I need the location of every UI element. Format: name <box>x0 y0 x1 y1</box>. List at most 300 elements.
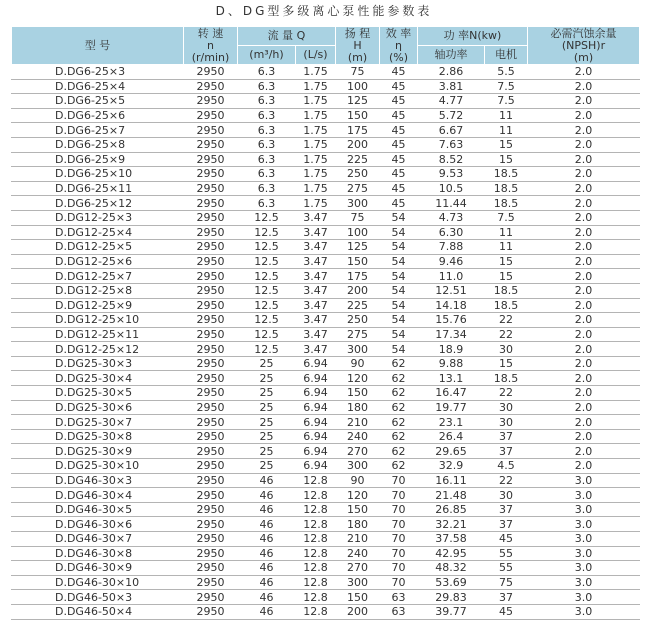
cell-speed: 2950 <box>184 123 238 138</box>
cell-motor-power: 37 <box>485 444 528 459</box>
cell-model: D.DG12-25×4 <box>12 225 184 240</box>
cell-npsh: 2.0 <box>528 108 640 123</box>
cell-flow-m3h: 6.3 <box>238 181 296 196</box>
cell-flow-m3h: 25 <box>238 429 296 444</box>
cell-shaft-power: 29.65 <box>418 444 485 459</box>
cell-motor-power: 18.5 <box>485 371 528 386</box>
cell-npsh: 2.0 <box>528 181 640 196</box>
table-row <box>12 590 640 605</box>
cell-flow-m3h: 12.5 <box>238 327 296 342</box>
cell-efficiency: 54 <box>380 240 418 255</box>
cell-motor-power: 18.5 <box>485 298 528 313</box>
cell-model: D.DG46-30×6 <box>12 517 184 532</box>
cell-flow-m3h: 46 <box>238 532 296 547</box>
cell-flow-m3h: 46 <box>238 488 296 503</box>
cell-flow-m3h: 25 <box>238 444 296 459</box>
cell-head: 300 <box>336 196 380 211</box>
cell-efficiency: 63 <box>380 590 418 605</box>
cell-motor-power: 22 <box>485 313 528 328</box>
cell-head: 270 <box>336 444 380 459</box>
cell-head: 90 <box>336 473 380 488</box>
cell-model: D.DG25-30×8 <box>12 429 184 444</box>
cell-efficiency: 54 <box>380 210 418 225</box>
cell-model: D.DG46-50×4 <box>12 604 184 619</box>
cell-npsh: 2.0 <box>528 313 640 328</box>
cell-flow-ls: 12.8 <box>296 590 336 605</box>
table-row <box>12 79 640 94</box>
table-row <box>12 94 640 109</box>
cell-speed: 2950 <box>184 210 238 225</box>
table-row <box>12 225 640 240</box>
cell-head: 200 <box>336 283 380 298</box>
cell-motor-power: 18.5 <box>485 167 528 182</box>
cell-efficiency: 62 <box>380 356 418 371</box>
cell-flow-ls: 6.94 <box>296 459 336 474</box>
cell-head: 225 <box>336 152 380 167</box>
cell-flow-ls: 12.8 <box>296 488 336 503</box>
cell-flow-m3h: 6.3 <box>238 137 296 152</box>
header-flow: 流 量 Q <box>238 27 336 46</box>
cell-speed: 2950 <box>184 473 238 488</box>
cell-flow-ls: 3.47 <box>296 254 336 269</box>
cell-head: 300 <box>336 575 380 590</box>
header-speed: 转 速 n (r/min) <box>184 27 238 65</box>
cell-shaft-power: 14.18 <box>418 298 485 313</box>
cell-efficiency: 62 <box>380 459 418 474</box>
cell-model: D.DG46-50×3 <box>12 590 184 605</box>
table-row <box>12 167 640 182</box>
cell-npsh: 2.0 <box>528 298 640 313</box>
cell-flow-ls: 1.75 <box>296 79 336 94</box>
cell-motor-power: 22 <box>485 473 528 488</box>
cell-flow-m3h: 12.5 <box>238 240 296 255</box>
cell-flow-ls: 3.47 <box>296 342 336 357</box>
cell-shaft-power: 9.53 <box>418 167 485 182</box>
cell-npsh: 2.0 <box>528 269 640 284</box>
cell-flow-ls: 12.8 <box>296 517 336 532</box>
cell-flow-m3h: 6.3 <box>238 94 296 109</box>
table-row <box>12 546 640 561</box>
cell-flow-ls: 1.75 <box>296 108 336 123</box>
cell-motor-power: 30 <box>485 415 528 430</box>
cell-motor-power: 22 <box>485 327 528 342</box>
cell-shaft-power: 16.47 <box>418 386 485 401</box>
cell-shaft-power: 4.77 <box>418 94 485 109</box>
cell-flow-m3h: 12.5 <box>238 210 296 225</box>
table-row <box>12 473 640 488</box>
cell-flow-m3h: 46 <box>238 502 296 517</box>
table-row <box>12 400 640 415</box>
cell-flow-m3h: 25 <box>238 371 296 386</box>
cell-flow-ls: 12.8 <box>296 604 336 619</box>
cell-efficiency: 45 <box>380 94 418 109</box>
table-row <box>12 429 640 444</box>
table-row <box>12 561 640 576</box>
cell-efficiency: 54 <box>380 342 418 357</box>
header-flow-m3h: (m³/h) <box>238 46 296 65</box>
cell-motor-power: 30 <box>485 488 528 503</box>
cell-efficiency: 70 <box>380 517 418 532</box>
cell-npsh: 2.0 <box>528 371 640 386</box>
cell-model: D.DG6-25×9 <box>12 152 184 167</box>
cell-flow-m3h: 46 <box>238 604 296 619</box>
cell-npsh: 3.0 <box>528 561 640 576</box>
cell-npsh: 3.0 <box>528 546 640 561</box>
cell-npsh: 2.0 <box>528 400 640 415</box>
cell-shaft-power: 21.48 <box>418 488 485 503</box>
cell-shaft-power: 6.30 <box>418 225 485 240</box>
cell-model: D.DG6-25×6 <box>12 108 184 123</box>
cell-head: 150 <box>336 386 380 401</box>
cell-npsh: 2.0 <box>528 123 640 138</box>
cell-shaft-power: 7.63 <box>418 137 485 152</box>
cell-head: 125 <box>336 240 380 255</box>
cell-head: 300 <box>336 342 380 357</box>
cell-flow-ls: 3.47 <box>296 283 336 298</box>
cell-flow-m3h: 12.5 <box>238 269 296 284</box>
cell-flow-ls: 12.8 <box>296 561 336 576</box>
cell-npsh: 3.0 <box>528 532 640 547</box>
cell-model: D.DG12-25×7 <box>12 269 184 284</box>
header-model: 型 号 <box>12 27 184 65</box>
cell-speed: 2950 <box>184 167 238 182</box>
cell-speed: 2950 <box>184 371 238 386</box>
cell-speed: 2950 <box>184 240 238 255</box>
cell-npsh: 2.0 <box>528 429 640 444</box>
cell-speed: 2950 <box>184 342 238 357</box>
table-row <box>12 108 640 123</box>
cell-flow-m3h: 12.5 <box>238 283 296 298</box>
cell-shaft-power: 13.1 <box>418 371 485 386</box>
cell-shaft-power: 29.83 <box>418 590 485 605</box>
table-body <box>12 65 640 620</box>
cell-head: 250 <box>336 167 380 182</box>
table-row <box>12 210 640 225</box>
table-row <box>12 459 640 474</box>
cell-flow-ls: 6.94 <box>296 400 336 415</box>
cell-flow-m3h: 46 <box>238 575 296 590</box>
cell-npsh: 2.0 <box>528 196 640 211</box>
table-row <box>12 342 640 357</box>
cell-flow-ls: 1.75 <box>296 65 336 80</box>
cell-head: 100 <box>336 79 380 94</box>
cell-speed: 2950 <box>184 283 238 298</box>
cell-motor-power: 15 <box>485 356 528 371</box>
cell-model: D.DG6-25×7 <box>12 123 184 138</box>
cell-flow-ls: 1.75 <box>296 181 336 196</box>
cell-motor-power: 18.5 <box>485 196 528 211</box>
cell-efficiency: 54 <box>380 298 418 313</box>
cell-model: D.DG25-30×5 <box>12 386 184 401</box>
cell-head: 120 <box>336 371 380 386</box>
cell-head: 210 <box>336 415 380 430</box>
cell-flow-ls: 1.75 <box>296 152 336 167</box>
cell-head: 180 <box>336 517 380 532</box>
cell-flow-m3h: 25 <box>238 386 296 401</box>
cell-flow-ls: 3.47 <box>296 313 336 328</box>
table-row <box>12 240 640 255</box>
cell-speed: 2950 <box>184 196 238 211</box>
cell-flow-m3h: 12.5 <box>238 342 296 357</box>
cell-flow-m3h: 25 <box>238 459 296 474</box>
cell-npsh: 3.0 <box>528 517 640 532</box>
cell-speed: 2950 <box>184 488 238 503</box>
cell-model: D.DG46-30×3 <box>12 473 184 488</box>
header-motor: 电机 <box>485 46 528 65</box>
cell-shaft-power: 26.85 <box>418 502 485 517</box>
cell-efficiency: 54 <box>380 225 418 240</box>
cell-speed: 2950 <box>184 94 238 109</box>
cell-motor-power: 15 <box>485 137 528 152</box>
table-row <box>12 152 640 167</box>
cell-efficiency: 54 <box>380 283 418 298</box>
cell-flow-m3h: 25 <box>238 356 296 371</box>
cell-flow-ls: 6.94 <box>296 356 336 371</box>
cell-efficiency: 45 <box>380 65 418 80</box>
cell-head: 275 <box>336 327 380 342</box>
cell-flow-m3h: 6.3 <box>238 108 296 123</box>
cell-head: 300 <box>336 459 380 474</box>
table-row <box>12 356 640 371</box>
cell-npsh: 2.0 <box>528 152 640 167</box>
table-row <box>12 269 640 284</box>
cell-shaft-power: 37.58 <box>418 532 485 547</box>
cell-efficiency: 70 <box>380 473 418 488</box>
cell-flow-ls: 12.8 <box>296 532 336 547</box>
cell-model: D.DG6-25×5 <box>12 94 184 109</box>
cell-speed: 2950 <box>184 327 238 342</box>
header-flow-ls: (L/s) <box>296 46 336 65</box>
cell-npsh: 2.0 <box>528 342 640 357</box>
cell-model: D.DG12-25×6 <box>12 254 184 269</box>
cell-head: 150 <box>336 108 380 123</box>
table-row <box>12 254 640 269</box>
cell-speed: 2950 <box>184 79 238 94</box>
cell-head: 100 <box>336 225 380 240</box>
cell-model: D.DG12-25×5 <box>12 240 184 255</box>
cell-motor-power: 37 <box>485 590 528 605</box>
cell-flow-ls: 6.94 <box>296 415 336 430</box>
cell-flow-ls: 1.75 <box>296 137 336 152</box>
table-row <box>12 65 640 80</box>
cell-speed: 2950 <box>184 604 238 619</box>
cell-npsh: 3.0 <box>528 502 640 517</box>
pump-performance-table <box>11 26 640 620</box>
cell-shaft-power: 9.46 <box>418 254 485 269</box>
cell-npsh: 3.0 <box>528 575 640 590</box>
cell-motor-power: 22 <box>485 386 528 401</box>
cell-head: 75 <box>336 65 380 80</box>
cell-efficiency: 54 <box>380 254 418 269</box>
cell-npsh: 3.0 <box>528 590 640 605</box>
cell-flow-ls: 12.8 <box>296 546 336 561</box>
cell-model: D.DG46-30×4 <box>12 488 184 503</box>
cell-model: D.DG46-30×8 <box>12 546 184 561</box>
cell-model: D.DG12-25×8 <box>12 283 184 298</box>
table-row <box>12 444 640 459</box>
cell-flow-ls: 3.47 <box>296 240 336 255</box>
cell-flow-m3h: 6.3 <box>238 79 296 94</box>
cell-shaft-power: 8.52 <box>418 152 485 167</box>
cell-flow-ls: 12.8 <box>296 473 336 488</box>
cell-efficiency: 45 <box>380 181 418 196</box>
cell-efficiency: 45 <box>380 79 418 94</box>
cell-head: 200 <box>336 604 380 619</box>
cell-motor-power: 7.5 <box>485 94 528 109</box>
cell-npsh: 2.0 <box>528 415 640 430</box>
cell-speed: 2950 <box>184 386 238 401</box>
cell-shaft-power: 48.32 <box>418 561 485 576</box>
cell-shaft-power: 15.76 <box>418 313 485 328</box>
cell-shaft-power: 53.69 <box>418 575 485 590</box>
cell-motor-power: 11 <box>485 108 528 123</box>
cell-head: 175 <box>336 269 380 284</box>
cell-model: D.DG12-25×3 <box>12 210 184 225</box>
cell-motor-power: 30 <box>485 342 528 357</box>
cell-speed: 2950 <box>184 415 238 430</box>
cell-shaft-power: 26.4 <box>418 429 485 444</box>
header-shaft-power: 轴功率 <box>418 46 485 65</box>
cell-motor-power: 11 <box>485 240 528 255</box>
cell-npsh: 2.0 <box>528 225 640 240</box>
cell-head: 180 <box>336 400 380 415</box>
header-head: 扬 程 H (m) <box>336 27 380 65</box>
cell-motor-power: 37 <box>485 429 528 444</box>
cell-motor-power: 18.5 <box>485 283 528 298</box>
cell-flow-m3h: 6.3 <box>238 167 296 182</box>
cell-efficiency: 70 <box>380 502 418 517</box>
cell-speed: 2950 <box>184 459 238 474</box>
cell-flow-ls: 1.75 <box>296 123 336 138</box>
cell-npsh: 2.0 <box>528 327 640 342</box>
cell-npsh: 2.0 <box>528 94 640 109</box>
cell-speed: 2950 <box>184 181 238 196</box>
cell-flow-m3h: 46 <box>238 546 296 561</box>
cell-efficiency: 70 <box>380 546 418 561</box>
cell-npsh: 2.0 <box>528 444 640 459</box>
cell-head: 200 <box>336 137 380 152</box>
cell-speed: 2950 <box>184 298 238 313</box>
cell-motor-power: 7.5 <box>485 79 528 94</box>
cell-flow-ls: 3.47 <box>296 210 336 225</box>
cell-model: D.DG25-30×6 <box>12 400 184 415</box>
cell-motor-power: 11 <box>485 225 528 240</box>
cell-speed: 2950 <box>184 254 238 269</box>
cell-model: D.DG46-30×5 <box>12 502 184 517</box>
cell-flow-m3h: 46 <box>238 517 296 532</box>
cell-head: 175 <box>336 123 380 138</box>
cell-shaft-power: 19.77 <box>418 400 485 415</box>
cell-npsh: 2.0 <box>528 356 640 371</box>
cell-efficiency: 70 <box>380 561 418 576</box>
cell-model: D.DG12-25×10 <box>12 313 184 328</box>
cell-model: D.DG25-30×4 <box>12 371 184 386</box>
cell-shaft-power: 4.73 <box>418 210 485 225</box>
cell-npsh: 3.0 <box>528 604 640 619</box>
cell-flow-m3h: 46 <box>238 590 296 605</box>
cell-speed: 2950 <box>184 546 238 561</box>
cell-model: D.DG25-30×3 <box>12 356 184 371</box>
cell-shaft-power: 12.51 <box>418 283 485 298</box>
cell-model: D.DG12-25×12 <box>12 342 184 357</box>
cell-npsh: 3.0 <box>528 473 640 488</box>
cell-flow-m3h: 6.3 <box>238 65 296 80</box>
cell-model: D.DG6-25×11 <box>12 181 184 196</box>
cell-npsh: 2.0 <box>528 386 640 401</box>
cell-efficiency: 70 <box>380 575 418 590</box>
cell-flow-ls: 6.94 <box>296 371 336 386</box>
cell-flow-m3h: 12.5 <box>238 298 296 313</box>
cell-motor-power: 15 <box>485 254 528 269</box>
cell-motor-power: 30 <box>485 400 528 415</box>
cell-flow-ls: 1.75 <box>296 94 336 109</box>
cell-model: D.DG6-25×10 <box>12 167 184 182</box>
cell-npsh: 2.0 <box>528 240 640 255</box>
cell-speed: 2950 <box>184 590 238 605</box>
cell-flow-m3h: 25 <box>238 415 296 430</box>
cell-head: 150 <box>336 502 380 517</box>
cell-motor-power: 37 <box>485 502 528 517</box>
cell-model: D.DG6-25×8 <box>12 137 184 152</box>
cell-shaft-power: 6.67 <box>418 123 485 138</box>
cell-npsh: 2.0 <box>528 283 640 298</box>
cell-efficiency: 45 <box>380 123 418 138</box>
header-power: 功 率N(kw) <box>418 27 528 46</box>
cell-head: 250 <box>336 313 380 328</box>
cell-shaft-power: 39.77 <box>418 604 485 619</box>
table-row <box>12 327 640 342</box>
cell-head: 225 <box>336 298 380 313</box>
cell-speed: 2950 <box>184 502 238 517</box>
table-row <box>12 517 640 532</box>
cell-model: D.DG46-30×10 <box>12 575 184 590</box>
cell-flow-ls: 3.47 <box>296 327 336 342</box>
cell-efficiency: 45 <box>380 108 418 123</box>
cell-npsh: 2.0 <box>528 254 640 269</box>
cell-shaft-power: 2.86 <box>418 65 485 80</box>
table-row <box>12 532 640 547</box>
cell-shaft-power: 18.9 <box>418 342 485 357</box>
cell-efficiency: 70 <box>380 488 418 503</box>
cell-head: 120 <box>336 488 380 503</box>
cell-motor-power: 15 <box>485 152 528 167</box>
cell-model: D.DG12-25×9 <box>12 298 184 313</box>
cell-flow-m3h: 46 <box>238 561 296 576</box>
cell-speed: 2950 <box>184 532 238 547</box>
cell-motor-power: 18.5 <box>485 181 528 196</box>
table-row <box>12 386 640 401</box>
cell-model: D.DG6-25×4 <box>12 79 184 94</box>
cell-model: D.DG25-30×9 <box>12 444 184 459</box>
cell-efficiency: 62 <box>380 400 418 415</box>
table-row <box>12 123 640 138</box>
cell-efficiency: 62 <box>380 444 418 459</box>
table-row <box>12 502 640 517</box>
cell-speed: 2950 <box>184 137 238 152</box>
cell-flow-ls: 3.47 <box>296 269 336 284</box>
cell-model: D.DG46-30×7 <box>12 532 184 547</box>
cell-npsh: 2.0 <box>528 459 640 474</box>
cell-npsh: 3.0 <box>528 488 640 503</box>
cell-speed: 2950 <box>184 356 238 371</box>
cell-speed: 2950 <box>184 517 238 532</box>
cell-model: D.DG6-25×12 <box>12 196 184 211</box>
cell-motor-power: 5.5 <box>485 65 528 80</box>
cell-model: D.DG6-25×3 <box>12 65 184 80</box>
cell-head: 210 <box>336 532 380 547</box>
table-row <box>12 415 640 430</box>
cell-flow-m3h: 25 <box>238 400 296 415</box>
